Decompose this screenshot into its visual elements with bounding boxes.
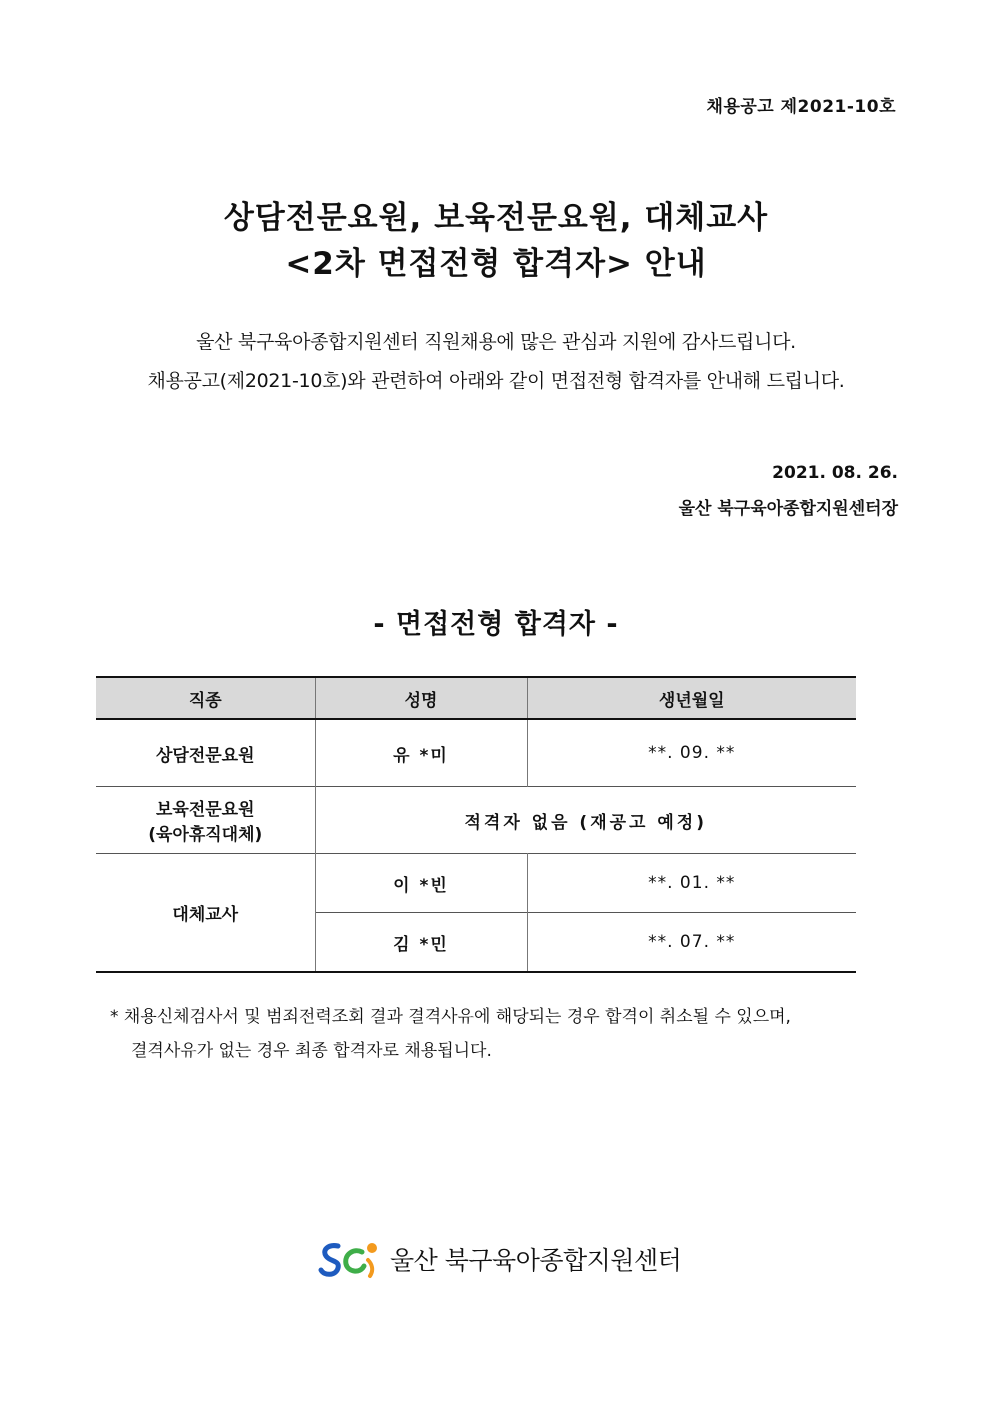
intro-line1: 울산 북구육아종합지원센터 직원채용에 많은 관심과 지원에 감사드립니다. (196, 331, 796, 353)
issuer-name: 울산 북구육아종합지원센터장 (678, 499, 898, 519)
cell-job-line2: (육아휴직대체) (148, 825, 263, 845)
page-title-line2: <2차 면접전형 합격자> 안내 (285, 246, 707, 282)
center-logo-icon (318, 1238, 384, 1280)
header-birth: 생년월일 (527, 677, 856, 719)
cell-job (96, 787, 315, 854)
header-name: 성명 (315, 677, 527, 719)
cell-name: 유 *미 (315, 719, 527, 787)
table-row (96, 719, 856, 787)
footer-org-name: 울산 북구육아종합지원센터 (390, 1246, 682, 1275)
note-line1: * 채용신체검사서 및 범죄전력조회 결과 결격사유에 해당되는 경우 합격이 취소될 수 있으며, (110, 1007, 791, 1027)
cell-job: 상담전문요원 (96, 719, 315, 787)
page-title-line1: 상담전문요원, 보육전문요원, 대체교사 (223, 200, 769, 236)
note-line2: 결격사유가 없는 경우 최종 합격자로 채용됩니다. (131, 1041, 492, 1061)
footer-logo (318, 1238, 681, 1280)
section-title: - 면접전형 합격자 - (373, 609, 619, 640)
table-row (96, 854, 856, 913)
intro-line2: 채용공고(제2021-10호)와 관련하여 아래와 같이 면접전형 합격자를 안내해 드립니다. (147, 370, 845, 392)
cell-birth: **. 07. ** (527, 913, 856, 973)
announcement-date: 2021. 08. 26. (772, 463, 898, 483)
cell-job-line1: 보육전문요원 (155, 800, 255, 820)
header-job: 직종 (96, 677, 315, 719)
table-header-row (96, 677, 856, 719)
notice-number: 채용공고 제2021-10호 (706, 97, 896, 117)
cell-name: 이 *빈 (315, 854, 527, 913)
result-table (96, 676, 856, 973)
cell-name: 김 *민 (315, 913, 527, 973)
cell-birth: **. 09. ** (527, 719, 856, 787)
cell-birth: **. 01. ** (527, 854, 856, 913)
table-row (96, 787, 856, 854)
cell-job: 대체교사 (96, 854, 315, 973)
cell-no-candidate: 적격자 없음 (재공고 예정) (315, 787, 856, 854)
